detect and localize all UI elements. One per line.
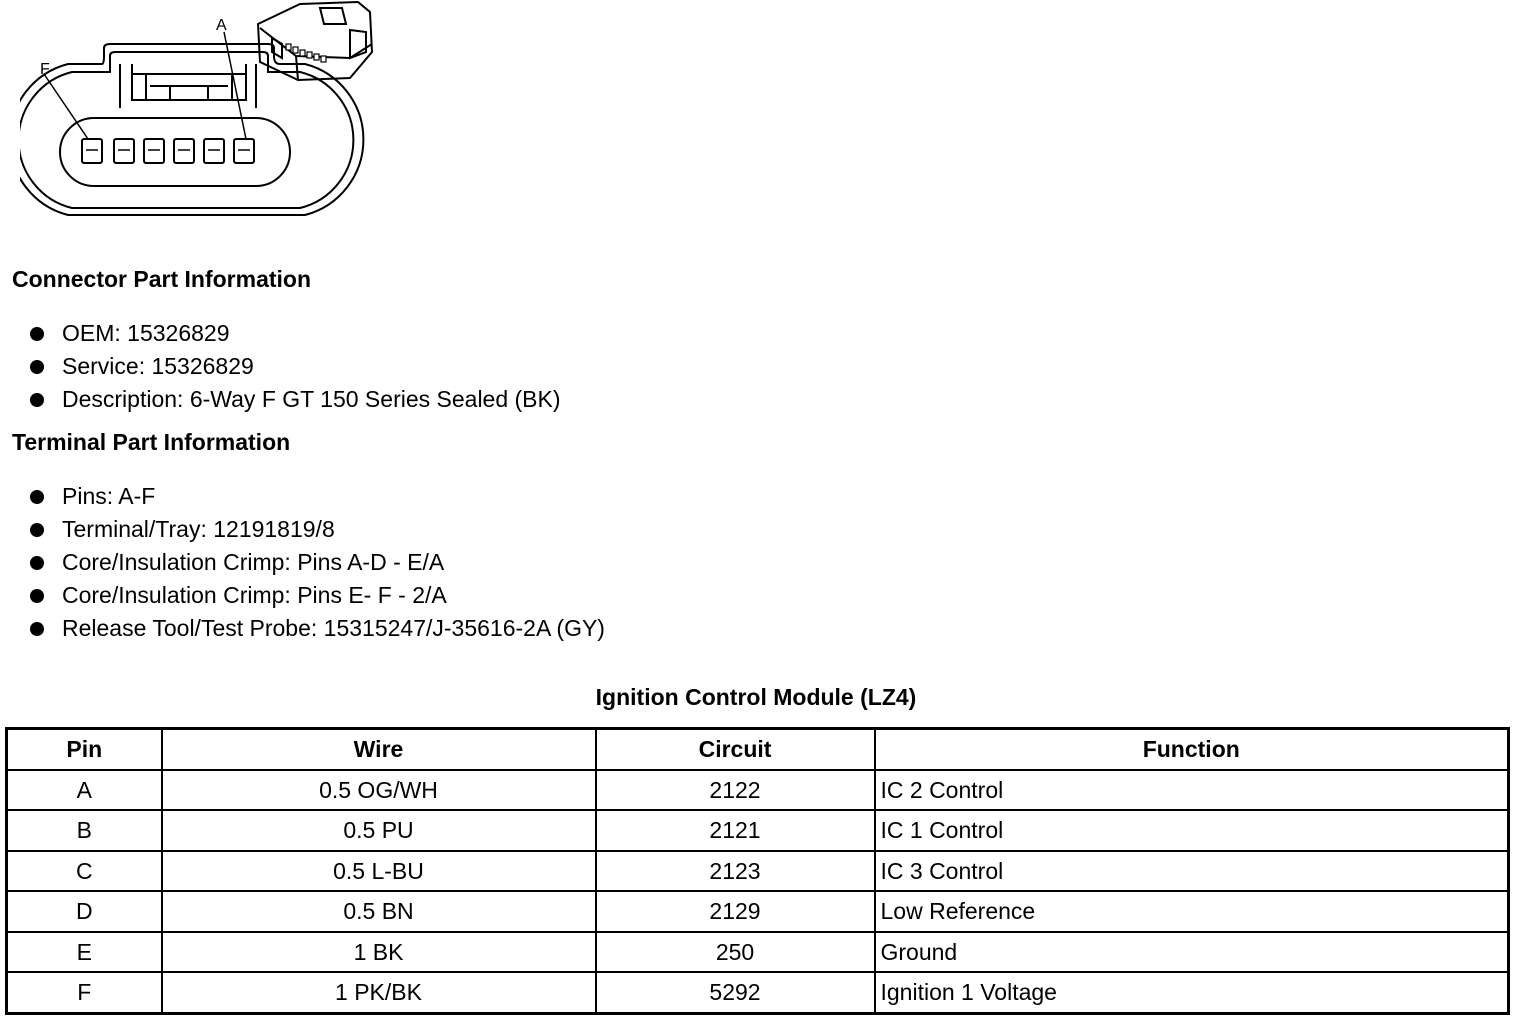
cell-function: IC 1 Control [875,810,1509,851]
cell-function: Ground [875,932,1509,973]
connector-inner-body [20,52,353,208]
connector-part-list [0,317,561,416]
table-title: Ignition Control Module (LZ4) [595,684,917,710]
connector-part-title: Connector Part Information [12,266,312,292]
cell-function: IC 2 Control [875,770,1509,811]
cell-wire: 0.5 OG/WH [162,770,596,811]
table-row [7,891,1509,932]
cell-circuit: 2129 [596,891,875,932]
column-header-function: Function [875,729,1509,770]
table-header-row [7,729,1509,770]
pin-b-terminal [204,139,224,163]
list-item: Core/Insulation Crimp: Pins A-D - E/A [0,546,605,579]
pin-e-terminal [114,139,134,163]
bullet-icon [30,589,44,603]
cell-pin: F [7,972,162,1013]
pin-a-terminal [234,139,254,163]
bullet-icon [30,622,44,636]
cell-wire: 0.5 PU [162,810,596,851]
pin-d-terminal [144,139,164,163]
bullet-icon [30,556,44,570]
cell-pin: A [7,770,162,811]
cell-wire: 0.5 BN [162,891,596,932]
list-item: Core/Insulation Crimp: Pins E- F - 2/A [0,579,605,612]
cell-circuit: 2122 [596,770,875,811]
pin-f-terminal [82,139,102,163]
cell-wire: 0.5 L-BU [162,851,596,892]
bullet-icon [30,327,44,341]
list-item: Release Tool/Test Probe: 15315247/J-35616-2A (GY) [0,612,605,645]
pin-label-f: F [40,61,50,78]
leader-line-f [44,74,88,139]
cell-circuit: 2121 [596,810,875,851]
list-item: Service: 15326829 [0,350,561,383]
cell-function: Ignition 1 Voltage [875,972,1509,1013]
table-row [7,851,1509,892]
column-header-wire: Wire [162,729,596,770]
cell-function: IC 3 Control [875,851,1509,892]
cell-pin: B [7,810,162,851]
cell-circuit: 2123 [596,851,875,892]
pin-table [5,727,1510,1015]
bullet-icon [30,523,44,537]
cell-circuit: 5292 [596,972,875,1013]
cell-circuit: 250 [596,932,875,973]
table-row [7,932,1509,973]
cell-pin: E [7,932,162,973]
bullet-icon [30,393,44,407]
list-item: OEM: 15326829 [0,317,561,350]
terminal-part-title: Terminal Part Information [12,429,291,455]
column-header-pin: Pin [7,729,162,770]
column-header-circuit: Circuit [596,729,875,770]
bullet-icon [30,490,44,504]
list-item: Terminal/Tray: 12191819/8 [0,513,605,546]
pin-c-terminal [174,139,194,163]
pin-label-a: A [216,17,227,34]
cell-function: Low Reference [875,891,1509,932]
bullet-icon [30,360,44,374]
table-row [7,972,1509,1013]
connector-outer-body [20,44,363,215]
list-item: Description: 6-Way F GT 150 Series Sealed (BK) [0,383,561,416]
terminal-part-list [0,480,605,645]
cell-wire: 1 PK/BK [162,972,596,1013]
list-item: Pins: A-F [0,480,605,513]
table-row [7,810,1509,851]
cell-pin: D [7,891,162,932]
cell-pin: C [7,851,162,892]
cell-wire: 1 BK [162,932,596,973]
connector-diagram [20,0,380,225]
table-row [7,770,1509,811]
